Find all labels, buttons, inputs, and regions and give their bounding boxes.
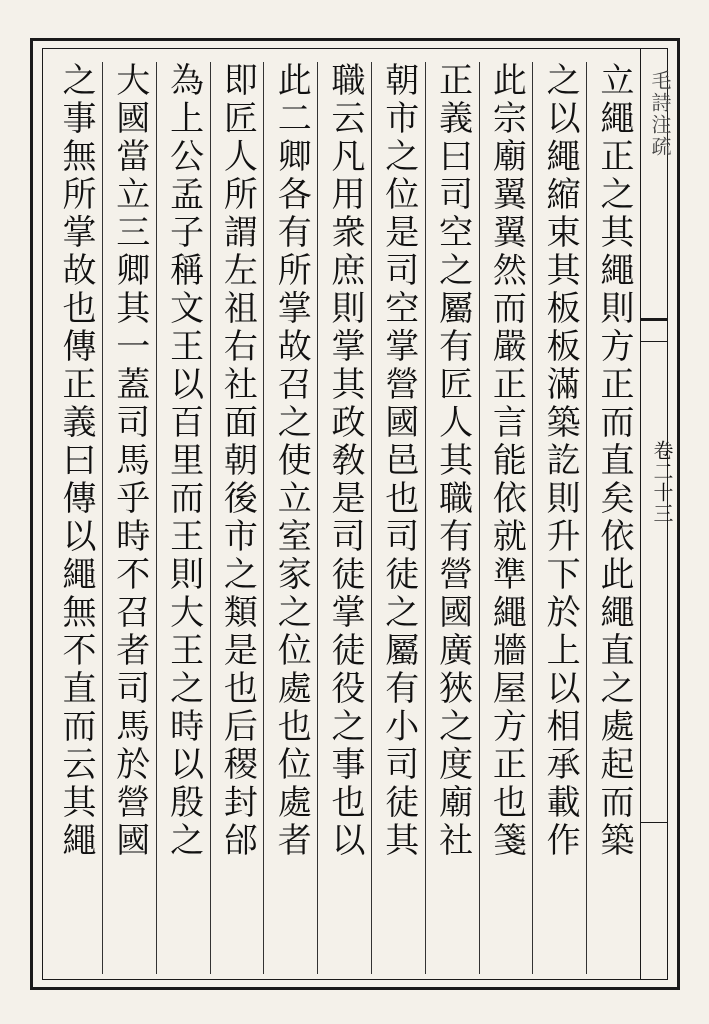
column-text: 即匠人所謂左祖右社面朝後市之類是也后稷封邰 xyxy=(217,62,258,860)
text-column xyxy=(427,62,480,974)
column-text: 立繩正之其繩則方正而直矣依此繩直之處起而築 xyxy=(593,62,634,860)
column-text: 正義曰司空之屬有匠人其職有營國廣狹之度廟社 xyxy=(432,62,473,860)
column-text: 為上公孟子稱文王以百里而王則大王之時以殷之 xyxy=(163,62,204,860)
juan-label: 卷二十三 xyxy=(650,440,674,524)
text-column xyxy=(534,62,587,974)
text-column xyxy=(265,62,318,974)
column-text: 朝市之位是司空掌營國邑也司徒之屬有小司徒其 xyxy=(378,62,419,860)
column-text: 之以繩縮束其板板滿築訖則升下於上以相承載作 xyxy=(540,62,581,860)
text-column xyxy=(104,62,157,974)
margin-band-rule xyxy=(640,822,668,823)
text-column xyxy=(50,62,103,974)
text-column xyxy=(373,62,426,974)
column-text: 大國當立三卿其一蓋司馬乎時不召者司馬於營國 xyxy=(109,62,150,860)
text-column xyxy=(158,62,211,974)
text-column xyxy=(588,62,640,974)
column-text: 之事無所掌故也傳正義曰傳以繩無不直而云其繩 xyxy=(56,62,96,860)
text-column xyxy=(319,62,372,974)
column-text: 此二卿各有所掌故召之使立室家之位處也位處者 xyxy=(271,62,312,860)
text-column xyxy=(211,62,264,974)
book-title: 毛詩注疏 xyxy=(648,70,672,158)
text-columns xyxy=(50,62,640,974)
text-column xyxy=(480,62,533,974)
column-text: 此宗廟翼翼然而嚴正言能依就準繩牆屋方正也箋 xyxy=(486,62,527,860)
fish-tail-mark xyxy=(640,318,668,342)
column-text: 職云凡用衆庶則掌其政敎是司徒掌徒役之事也以 xyxy=(324,62,365,860)
